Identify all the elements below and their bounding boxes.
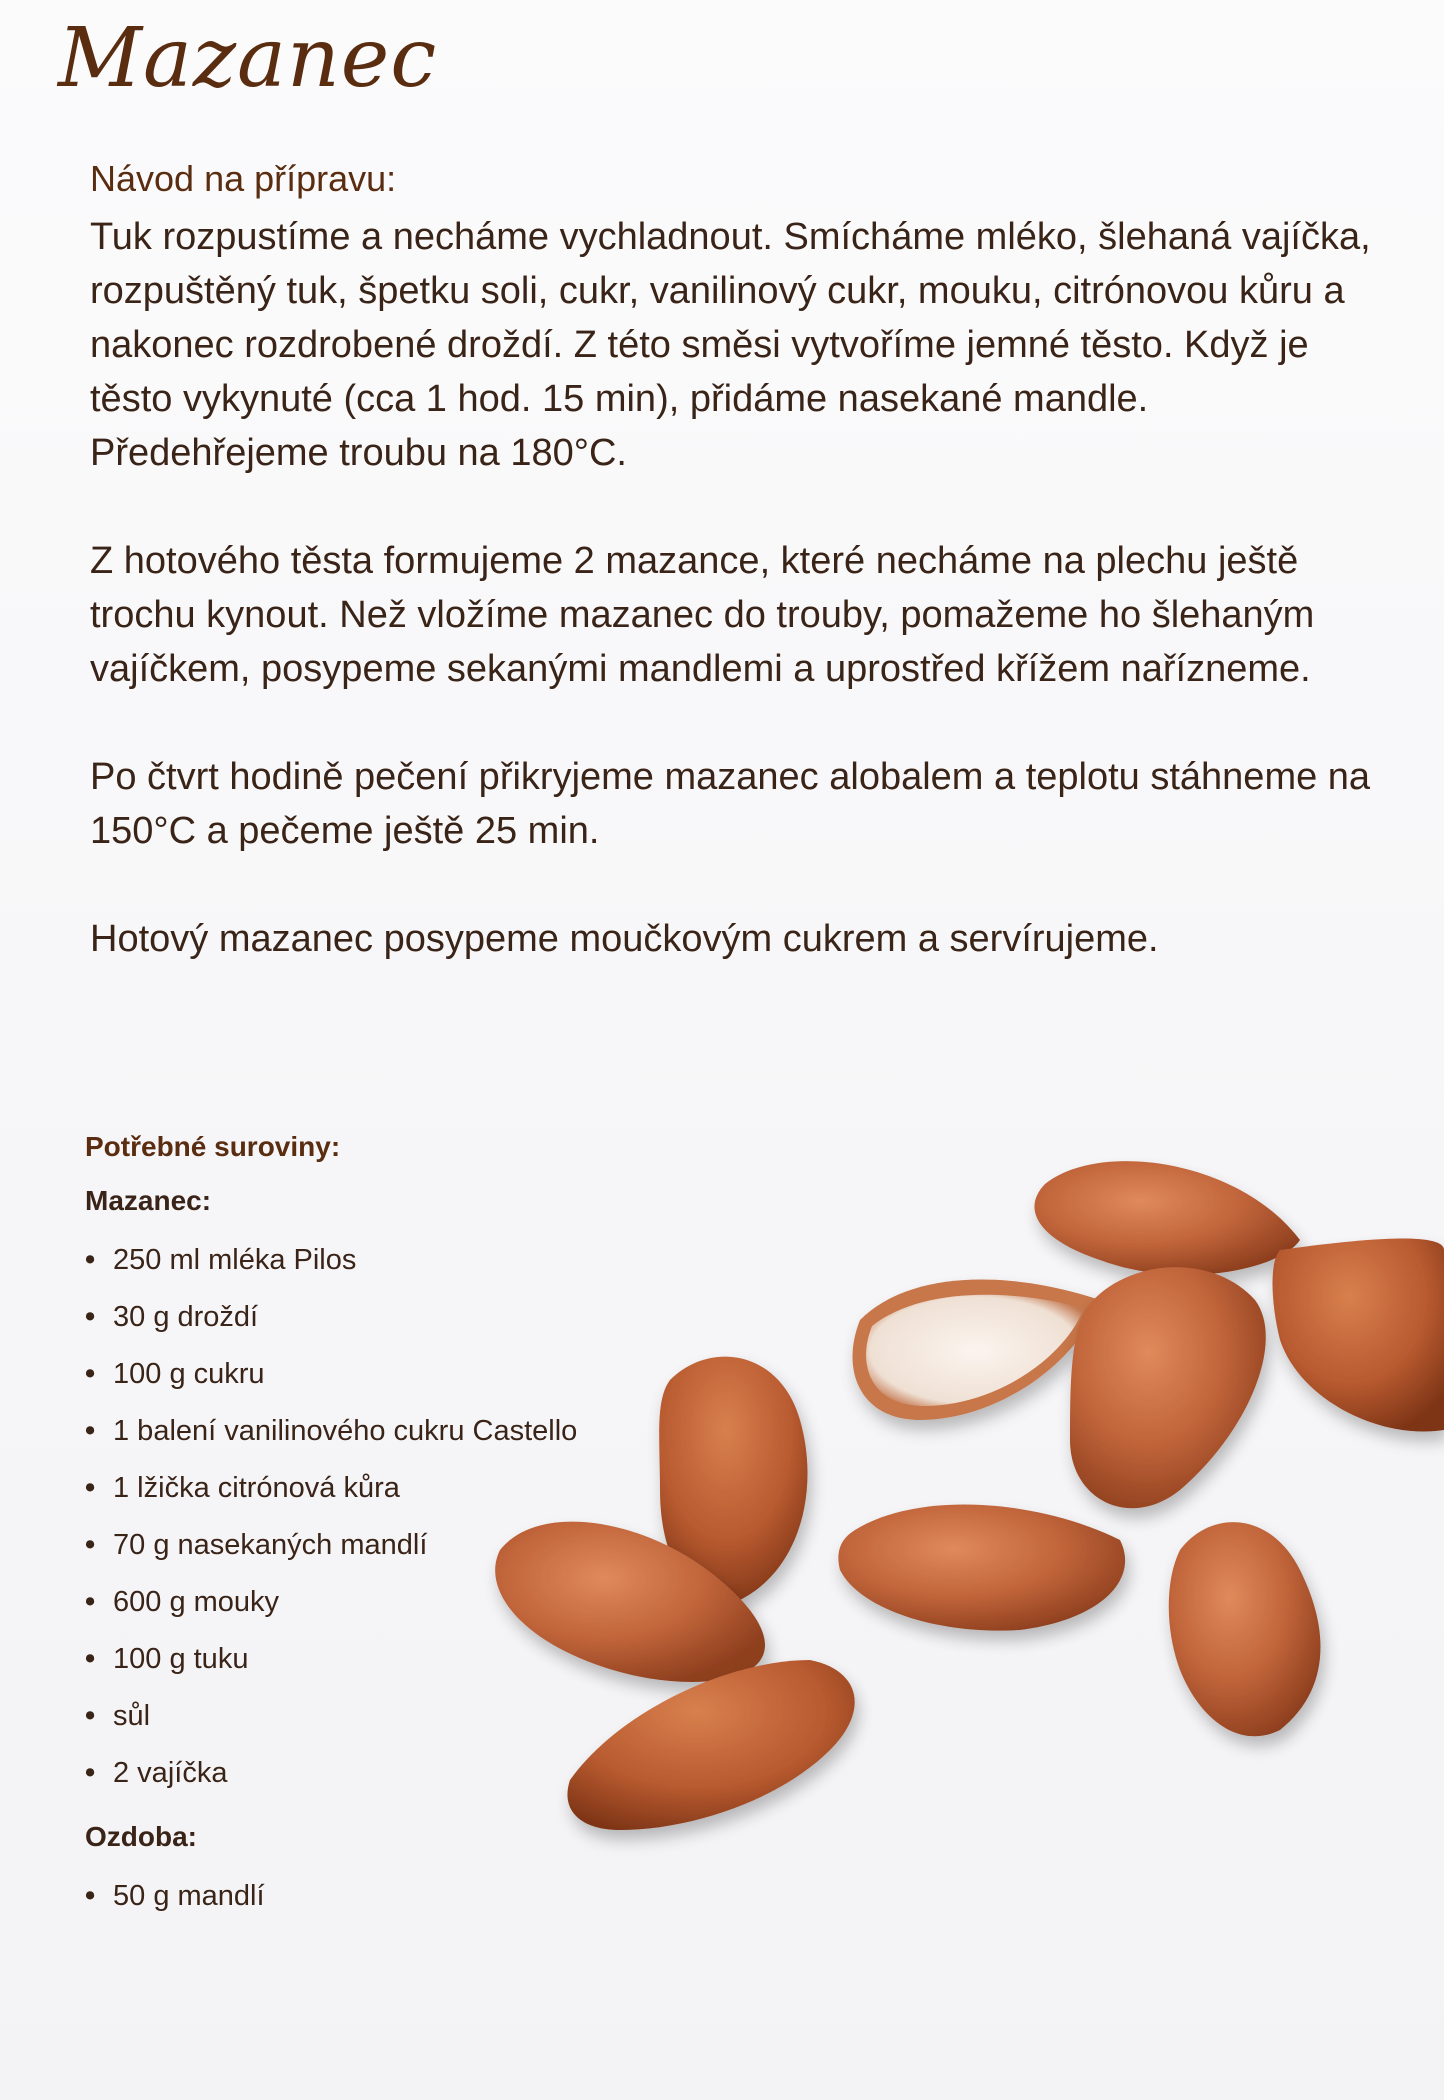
bullet-icon: • <box>85 1415 96 1447</box>
ingredient-text: 100 g cukru <box>113 1358 265 1390</box>
almond-shape <box>838 1505 1125 1631</box>
bullet-icon: • <box>85 1700 96 1732</box>
bullet-icon: • <box>85 1643 96 1675</box>
bullet-icon: • <box>85 1757 96 1789</box>
instruction-paragraph: Z hotového těsta formujeme 2 mazance, které necháme na plechu ještě trochu kynout. Než vložíme mazanec do trouby, pomažeme ho šlehaným vajíčkem, posypeme sekanými mandlemi a uprostřed křížem nařízneme. <box>90 540 1315 690</box>
ingredient-text: 70 g nasekaných mandlí <box>113 1529 428 1561</box>
instruction-paragraph: Hotový mazanec posypeme moučkovým cukrem a servírujeme. <box>90 918 1159 960</box>
ingredient-text: 50 g mandlí <box>113 1880 265 1912</box>
instruction-paragraph: Tuk rozpustíme a necháme vychladnout. Smícháme mléko, šlehaná vajíčka, rozpuštěný tuk, špetku soli, cukr, vanilinový cukr, mouku, citrónovou kůru a nakonec rozdrobené droždí. Z této směsi vytvoříme jemné těsto. Když je těsto vykynuté (cca 1 hod. 15 min), přidáme nasekané mandle. Předehřejeme troubu na 180°C. <box>90 216 1371 474</box>
almond-shape <box>1034 1161 1300 1275</box>
ingredient-text: 2 vajíčka <box>113 1757 228 1789</box>
ingredient-text: 250 ml mléka Pilos <box>113 1244 357 1276</box>
ingredient-text: 1 lžička citrónová kůra <box>113 1472 400 1504</box>
bullet-icon: • <box>85 1244 96 1276</box>
almond-shape <box>1169 1522 1321 1736</box>
almond-shape <box>1070 1267 1266 1508</box>
bullet-icon: • <box>85 1586 96 1618</box>
ingredient-group-title: Mazanec: <box>85 1185 212 1216</box>
almonds-photo-icon <box>480 1130 1444 1910</box>
recipe-title: Mazanec <box>58 11 438 106</box>
ingredient-text: 600 g mouky <box>113 1586 280 1618</box>
bullet-icon: • <box>85 1358 96 1390</box>
almond-shape <box>567 1660 854 1830</box>
ingredient-text: 30 g droždí <box>113 1301 259 1333</box>
instruction-paragraph: Po čtvrt hodině pečení přikryjeme mazanec alobalem a teplotu stáhneme na 150°C a pečeme ještě 25 min. <box>90 756 1371 852</box>
bullet-icon: • <box>85 1880 96 1912</box>
ingredient-group-title: Ozdoba: <box>85 1821 197 1852</box>
almond-shape <box>1273 1238 1444 1431</box>
almond-shape <box>853 1280 1101 1420</box>
ingredient-text: 1 balení vanilinového cukru Castello <box>113 1415 578 1447</box>
bullet-icon: • <box>85 1472 96 1504</box>
bullet-icon: • <box>85 1529 96 1561</box>
ingredient-text: sůl <box>113 1700 151 1732</box>
instructions-heading: Návod na přípravu: <box>90 158 397 199</box>
bullet-icon: • <box>85 1301 96 1333</box>
ingredient-text: 100 g tuku <box>113 1643 249 1675</box>
ingredients-heading: Potřebné suroviny: <box>85 1131 341 1162</box>
instructions-body <box>90 210 1390 1020</box>
